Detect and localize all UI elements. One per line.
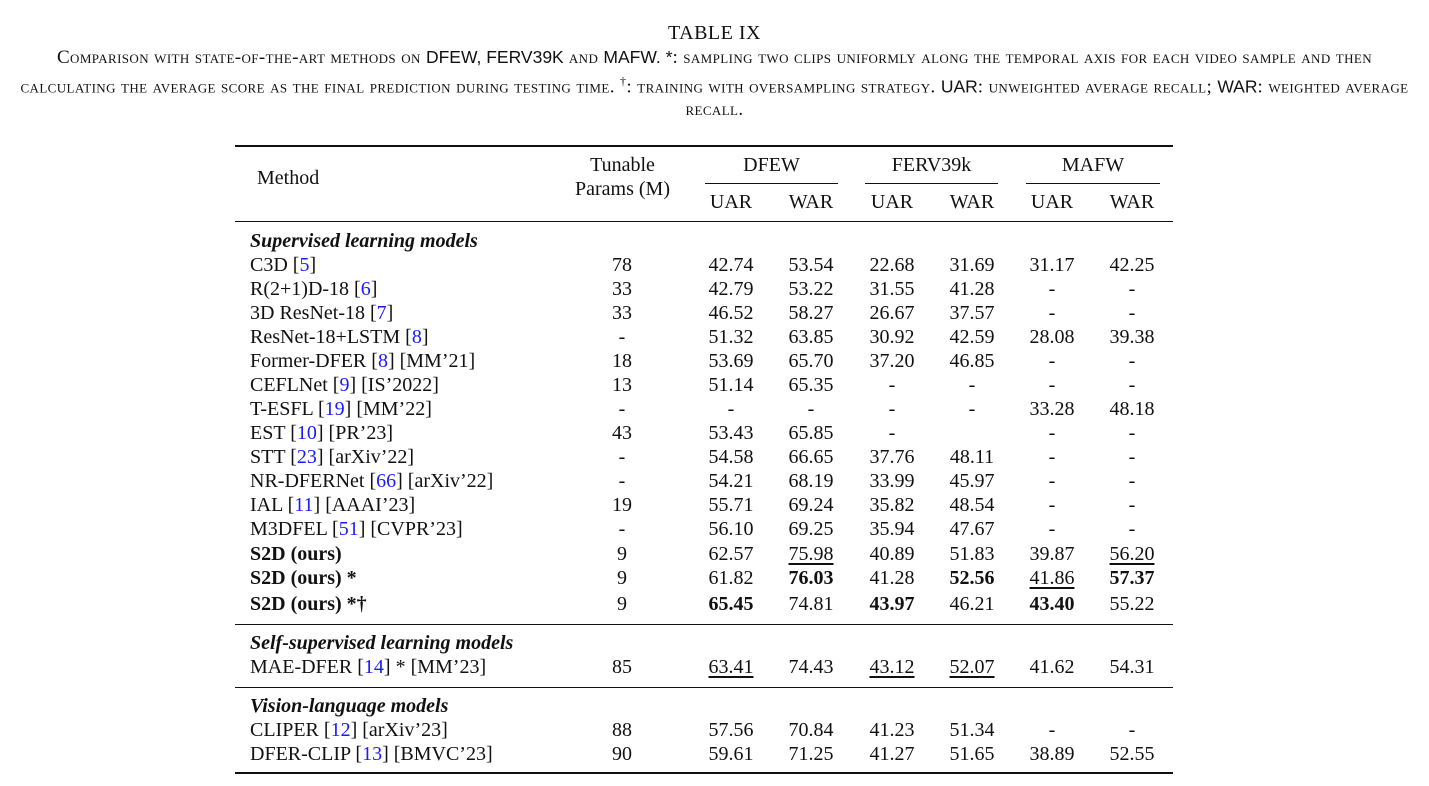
- table-cell: 43.40: [1029, 593, 1075, 615]
- table-cell: 43: [612, 422, 632, 444]
- method-cell: EST [10] [PR’23]: [250, 422, 393, 444]
- table-cell: 19: [612, 494, 632, 516]
- table-cell: 42.59: [949, 326, 995, 348]
- table-cell: -: [1048, 422, 1056, 444]
- table-cell: 51.83: [949, 543, 995, 565]
- table-cell: 43.12: [869, 656, 915, 678]
- table-cell: 78: [612, 254, 632, 276]
- table-cell: -: [1048, 719, 1056, 741]
- header-params-line1: Tunable: [590, 154, 655, 176]
- table-cell: -: [618, 326, 626, 348]
- table-cell: -: [888, 422, 896, 444]
- table-cell: 53.54: [788, 254, 834, 276]
- bottom-rule: [235, 772, 1173, 774]
- header-dfew: DFEW: [743, 154, 800, 176]
- table-cell: 55.71: [708, 494, 754, 516]
- citation-link[interactable]: 51: [338, 518, 359, 540]
- table-cell: 57.56: [708, 719, 754, 741]
- table-cell: 51.34: [949, 719, 995, 741]
- citation-link[interactable]: 14: [363, 656, 384, 678]
- table-row: [0, 253, 1429, 277]
- table-cell: 37.57: [949, 302, 995, 324]
- table-cell: 69.25: [788, 518, 834, 540]
- table-cell: 57.37: [1109, 567, 1155, 589]
- table-row: [0, 301, 1429, 325]
- ferv39k-cmidrule: [865, 183, 998, 184]
- method-cell: IAL [11] [AAAI’23]: [250, 494, 416, 516]
- citation-link[interactable]: 8: [377, 350, 388, 372]
- ours-row: [0, 566, 1429, 590]
- table-cell: 33: [612, 302, 632, 324]
- table-row: [0, 349, 1429, 373]
- table-cell: -: [888, 398, 896, 420]
- table-row: [0, 277, 1429, 301]
- table-cell: 65.70: [788, 350, 834, 372]
- table-cell: -: [1048, 494, 1056, 516]
- citation-link[interactable]: 12: [330, 719, 351, 741]
- table-cell: -: [1048, 278, 1056, 300]
- citation-link[interactable]: 10: [296, 422, 317, 444]
- table-cell: -: [618, 446, 626, 468]
- table-caption: Comparison with state-of-the-art methods on DFEW, FERV39K and MAFW. *: sampling two clips uniformly along the temporal axis for each video sample and then calculating the average score as the final prediction during testing time. †: training with oversampling strategy. UAR: unweighted average recall; WAR: weighted average recall.: [20, 47, 1409, 121]
- table-cell: -: [618, 398, 626, 420]
- method-cell: 3D ResNet-18 [7]: [250, 302, 394, 324]
- citation-link[interactable]: 19: [324, 398, 345, 420]
- citation-link[interactable]: 13: [362, 743, 383, 765]
- table-cell: 33.99: [869, 470, 915, 492]
- citation-link[interactable]: 7: [376, 302, 387, 324]
- method-cell: STT [23] [arXiv’22]: [250, 446, 415, 468]
- table-cell: 39.87: [1029, 543, 1075, 565]
- table-cell: -: [1048, 374, 1056, 396]
- table-cell: 42.25: [1109, 254, 1155, 276]
- table-cell: 56.10: [708, 518, 754, 540]
- table-cell: 76.03: [788, 567, 834, 589]
- table-cell: 41.62: [1029, 656, 1075, 678]
- method-cell: ResNet-18+LSTM [8]: [250, 326, 429, 348]
- table-cell: 35.94: [869, 518, 915, 540]
- table-cell: 38.89: [1029, 743, 1075, 765]
- table-cell: 46.85: [949, 350, 995, 372]
- table-cell: 18: [612, 350, 632, 372]
- mafw-cmidrule: [1026, 183, 1160, 184]
- table-cell: 41.28: [869, 567, 915, 589]
- table-cell: 53.43: [708, 422, 754, 444]
- table-cell: -: [618, 518, 626, 540]
- header-dfew-uar: UAR: [709, 191, 753, 213]
- section-title-self-supervised: Self-supervised learning models: [250, 632, 514, 654]
- citation-link[interactable]: 23: [296, 446, 317, 468]
- table-cell: 46.21: [949, 593, 995, 615]
- table-cell: 74.81: [788, 593, 834, 615]
- table-cell: 31.17: [1029, 254, 1075, 276]
- top-rule: [235, 145, 1173, 147]
- method-cell: CLIPER [12] [arXiv’23]: [250, 719, 448, 741]
- table-row: [0, 445, 1429, 469]
- table-cell: 41.27: [869, 743, 915, 765]
- section-rule: [235, 687, 1173, 688]
- header-rule: [235, 221, 1173, 222]
- table-cell: 53.69: [708, 350, 754, 372]
- table-cell: -: [618, 470, 626, 492]
- table-row: [0, 325, 1429, 349]
- table-cell: 41.23: [869, 719, 915, 741]
- table-cell: 22.68: [869, 254, 915, 276]
- table-row: [0, 517, 1429, 541]
- table-row: [0, 655, 1429, 679]
- citation-link[interactable]: 9: [339, 374, 350, 396]
- method-cell: C3D [5]: [250, 254, 317, 276]
- table-cell: -: [1048, 302, 1056, 324]
- table-cell: 35.82: [869, 494, 915, 516]
- table-cell: 33.28: [1029, 398, 1075, 420]
- table-cell: 30.92: [869, 326, 915, 348]
- table-cell: 62.57: [708, 543, 754, 565]
- table-cell: 26.67: [869, 302, 915, 324]
- table-cell: 59.61: [708, 743, 754, 765]
- table-cell: 37.76: [869, 446, 915, 468]
- table-cell: -: [1128, 278, 1136, 300]
- ours-row: [0, 542, 1429, 566]
- table-cell: 53.22: [788, 278, 834, 300]
- citation-link[interactable]: 11: [294, 494, 314, 516]
- table-label: TABLE IX: [668, 22, 761, 44]
- table-row: [0, 742, 1429, 766]
- table-cell: 52.07: [949, 656, 995, 678]
- header-ferv39k: FERV39k: [891, 154, 972, 176]
- table-cell: -: [968, 374, 976, 396]
- table-row: [0, 469, 1429, 493]
- table-cell: 90: [612, 743, 632, 765]
- method-cell: S2D (ours) *†: [250, 593, 367, 615]
- table-cell: 42.74: [708, 254, 754, 276]
- table-cell: 66.65: [788, 446, 834, 468]
- table-row: [0, 397, 1429, 421]
- method-cell: S2D (ours) *: [250, 567, 357, 589]
- table-cell: 13: [612, 374, 632, 396]
- table-cell: 52.55: [1109, 743, 1155, 765]
- table-cell: -: [968, 398, 976, 420]
- table-cell: 46.52: [708, 302, 754, 324]
- table-cell: -: [1048, 350, 1056, 372]
- citation-link[interactable]: 5: [299, 254, 310, 276]
- table-cell: 41.86: [1029, 567, 1075, 589]
- section-rule: [235, 624, 1173, 625]
- table-cell: -: [1048, 446, 1056, 468]
- table-row: [0, 421, 1429, 445]
- header-mafw-uar: UAR: [1030, 191, 1074, 213]
- dfew-cmidrule: [705, 183, 838, 184]
- table-cell: -: [1128, 302, 1136, 324]
- table-cell: 65.45: [708, 593, 754, 615]
- table-cell: -: [1128, 518, 1136, 540]
- table-cell: 54.21: [708, 470, 754, 492]
- table-cell: 41.28: [949, 278, 995, 300]
- table-cell: -: [1048, 518, 1056, 540]
- table-cell: 55.22: [1109, 593, 1155, 615]
- table-cell: 9: [617, 593, 627, 615]
- table-cell: 61.82: [708, 567, 754, 589]
- method-cell: R(2+1)D-18 [6]: [250, 278, 378, 300]
- citation-link[interactable]: 66: [376, 470, 397, 492]
- table-cell: 52.56: [949, 567, 995, 589]
- header-ferv-war: WAR: [949, 191, 995, 213]
- table-cell: -: [1128, 470, 1136, 492]
- table-cell: 85: [612, 656, 632, 678]
- table-cell: 69.24: [788, 494, 834, 516]
- table-cell: 65.35: [788, 374, 834, 396]
- table-cell: -: [1048, 470, 1056, 492]
- table-cell: 37.20: [869, 350, 915, 372]
- table-cell: 71.25: [788, 743, 834, 765]
- table-cell: 31.69: [949, 254, 995, 276]
- header-ferv-uar: UAR: [870, 191, 914, 213]
- table-cell: 65.85: [788, 422, 834, 444]
- table-cell: 74.43: [788, 656, 834, 678]
- citation-link[interactable]: 8: [411, 326, 422, 348]
- table-cell: -: [1128, 374, 1136, 396]
- table-cell: -: [1128, 446, 1136, 468]
- table-cell: -: [888, 374, 896, 396]
- table-cell: 51.65: [949, 743, 995, 765]
- method-cell: M3DFEL [51] [CVPR’23]: [250, 518, 463, 540]
- header-params-line2: Params (M): [575, 178, 670, 200]
- method-cell: DFER-CLIP [13] [BMVC’23]: [250, 743, 493, 765]
- table-cell: 45.97: [949, 470, 995, 492]
- table-cell: 54.31: [1109, 656, 1155, 678]
- citation-link[interactable]: 6: [360, 278, 371, 300]
- table-cell: -: [1128, 719, 1136, 741]
- table-cell: 68.19: [788, 470, 834, 492]
- table-cell: 9: [617, 567, 627, 589]
- header-mafw-war: WAR: [1109, 191, 1155, 213]
- table-cell: 48.18: [1109, 398, 1155, 420]
- table-cell: -: [1128, 350, 1136, 372]
- table-cell: 28.08: [1029, 326, 1075, 348]
- header-dfew-war: WAR: [788, 191, 834, 213]
- header-mafw: MAFW: [1061, 154, 1125, 176]
- method-cell: Former-DFER [8] [MM’21]: [250, 350, 476, 372]
- table-cell: 9: [617, 543, 627, 565]
- section-title-supervised: Supervised learning models: [250, 230, 478, 252]
- method-cell: CEFLNet [9] [IS’2022]: [250, 374, 439, 396]
- table-cell: 47.67: [949, 518, 995, 540]
- table-row: [0, 373, 1429, 397]
- table-cell: 63.85: [788, 326, 834, 348]
- table-cell: 63.41: [708, 656, 754, 678]
- table-cell: 39.38: [1109, 326, 1155, 348]
- table-cell: 51.32: [708, 326, 754, 348]
- table-cell: -: [1128, 494, 1136, 516]
- table-cell: 42.79: [708, 278, 754, 300]
- table-row: [0, 718, 1429, 742]
- method-cell: MAE-DFER [14] * [MM’23]: [250, 656, 487, 678]
- table-cell: 31.55: [869, 278, 915, 300]
- table-cell: -: [727, 398, 735, 420]
- table-cell: 43.97: [869, 593, 915, 615]
- ours-row: [0, 592, 1429, 616]
- table-cell: 48.54: [949, 494, 995, 516]
- table-cell: 58.27: [788, 302, 834, 324]
- method-cell: NR-DFERNet [66] [arXiv’22]: [250, 470, 494, 492]
- table-cell: 51.14: [708, 374, 754, 396]
- method-cell: S2D (ours): [250, 543, 342, 565]
- table-cell: 75.98: [788, 543, 834, 565]
- table-cell: 33: [612, 278, 632, 300]
- table-cell: -: [1128, 422, 1136, 444]
- method-cell: T-ESFL [19] [MM’22]: [250, 398, 432, 420]
- table-cell: 40.89: [869, 543, 915, 565]
- table-cell: 70.84: [788, 719, 834, 741]
- table-row: [0, 493, 1429, 517]
- header-method: Method: [257, 167, 320, 189]
- table-cell: 54.58: [708, 446, 754, 468]
- table-cell: 88: [612, 719, 632, 741]
- table-cell: 48.11: [949, 446, 995, 468]
- section-title-vision-language: Vision-language models: [250, 695, 449, 717]
- table-cell: 56.20: [1109, 543, 1155, 565]
- table-cell: -: [807, 398, 815, 420]
